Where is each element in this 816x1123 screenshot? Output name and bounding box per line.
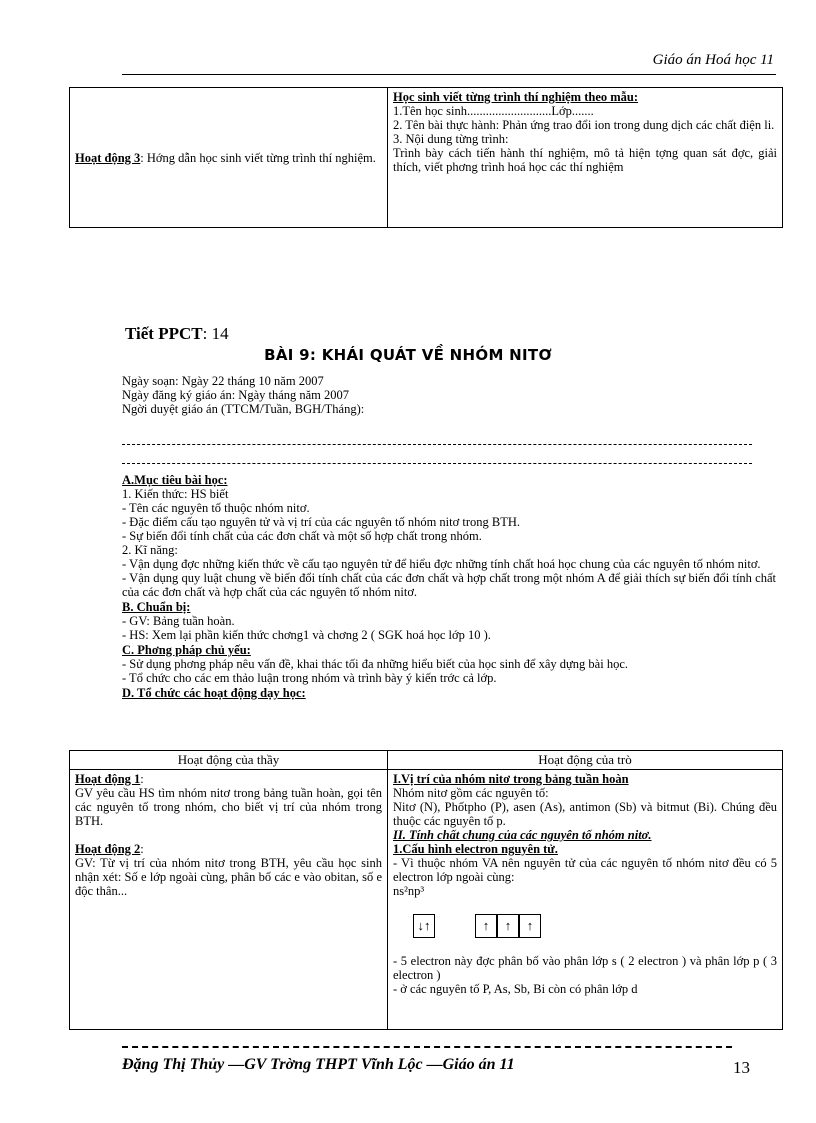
student-text: - ở các nguyên tố P, As, Sb, Bi còn có phân lớp d (393, 982, 638, 996)
lesson-meta (122, 374, 776, 416)
approval-dashed-line (122, 444, 752, 445)
activity-3-label: Hoạt động 3 (75, 150, 141, 165)
activity-1-label: Hoạt động 1 (75, 772, 141, 786)
page-number: 13 (733, 1058, 750, 1077)
objective-line: - Tên các nguyên tố thuộc nhóm nitơ. (122, 501, 310, 515)
objective-line: - Sự biến đổi tính chất của các đơn chất và một số hợp chất trong nhóm. (122, 529, 482, 543)
top-table-right-cell (388, 88, 783, 228)
teacher-column-header: Hoạt động của thầy (70, 751, 388, 770)
method-line: - Sử dụng phơng pháp nêu vấn đề, khai thác tối đa những hiểu biết của học sinh để xây dựng bài học. (122, 657, 628, 671)
meta-line: Ngày soạn: Ngày 22 tháng 10 năm 2007 (122, 374, 324, 388)
approval-dashed-line (122, 463, 752, 464)
electron-config-heading: 1.Cấu hình electron nguyên tử. (393, 842, 558, 856)
position-heading: I.Vị trí của nhóm nitơ trong bảng tuần hoàn (393, 772, 629, 786)
meta-line: Ngời duyệt giáo án (TTCM/Tuần, BGH/Tháng): (122, 402, 365, 416)
p-orbital-box: ↑ (519, 914, 541, 938)
activity-2-label: Hoạt động 2 (75, 842, 141, 856)
report-line: Trình bày cách tiến hành thí nghiệm, mô tả hiện tợng quan sát đợc, giải thích, viết phơng trình hoá học các thí nghiệm (393, 146, 777, 174)
student-text: Nitơ (N), Phốtpho (P), asen (As), antimon (Sb) và bitmut (Bi). Chúng đều thuộc các nguyên tố p. (393, 800, 777, 828)
activity-1-text: GV yêu cầu HS tìm nhóm nitơ trong bảng tuần hoàn, gọi tên các nguyên tố trong nhóm, cho biết vị trí của nhóm trong BTH. (75, 786, 382, 828)
student-text: Nhóm nitơ gồm các nguyên tố: (393, 786, 549, 800)
lesson-title: BÀI 9: KHÁI QUÁT VỀ NHÓM NITƠ (264, 346, 552, 364)
objective-line: - Đặc điểm cấu tạo nguyên tử và vị trí của các nguyên tố nhóm nitơ trong BTH. (122, 515, 520, 529)
student-text: - 5 electron này đợc phân bố vào phân lớp s ( 2 electron ) và phân lớp p ( 3 electron ) (393, 954, 777, 982)
prep-line: - GV: Bảng tuần hoàn. (122, 614, 235, 628)
section-a-heading: A.Mục tiêu bài học: (122, 473, 228, 487)
tiet-label: Tiết PPCT (125, 324, 203, 343)
header-title: Giáo án Hoá học 11 (652, 52, 774, 68)
prep-line: - HS: Xem lại phần kiến thức chơng1 và chơng 2 ( SGK hoá học lớp 10 ). (122, 628, 491, 642)
p-orbital-box: ↑ (475, 914, 497, 938)
footer-dashed-line (122, 1046, 732, 1048)
student-text: - Vì thuộc nhóm VA nên nguyên tử của các nguyên tố nhóm nitơ đều có 5 electron lớp ngoài cùng: (393, 856, 777, 884)
header-rule (122, 74, 776, 75)
p-orbital-box: ↑ (497, 914, 519, 938)
activity-2-text: GV: Từ vị trí của nhóm nitơ trong BTH, yêu cầu học sinh nhận xét: Số e lớp ngoài cùng, phân bố các e vào obitan, số e độc thân... (75, 856, 382, 898)
student-column-header: Hoạt động của trò (388, 751, 783, 770)
section-d-heading: D. Tổ chức các hoạt động dạy học: (122, 686, 306, 700)
footer-author: Đặng Thị Thủy —GV Trờng THPT Vĩnh Lộc —Giáo án 11 (122, 1056, 515, 1073)
objective-line: 2. Kĩ năng: (122, 543, 178, 557)
tiet-value: : 14 (202, 324, 229, 343)
section-c-heading: C. Phơng pháp chủ yếu: (122, 643, 251, 657)
student-activities-cell (388, 770, 783, 1030)
top-table (69, 87, 783, 228)
activity-table (69, 750, 783, 1030)
report-line: 3. Nội dung từng trình: (393, 132, 509, 146)
teacher-activities-cell (70, 770, 388, 1030)
objective-line: 1. Kiến thức: HS biết (122, 487, 229, 501)
method-line: - Tổ chức cho các em thảo luận trong nhóm và trình bày ý kiến trớc cả lớp. (122, 671, 497, 685)
s-orbital-box: ↓↑ (413, 914, 435, 938)
section-b-heading: B. Chuẩn bị: (122, 600, 191, 614)
report-line: 2. Tên bài thực hành: Phản ứng trao đổi ion trong dung dịch các chất điện li. (393, 118, 775, 132)
teacher-activity: Hoạt động 1: GV yêu cầu HS tìm nhóm nitơ trong bảng tuần hoàn, gọi tên các nguyên tố trong nhóm, cho biết vị trí của nhóm trong BTH. (75, 772, 382, 828)
lesson-period (125, 324, 229, 344)
properties-heading: II. Tính chất chung của các nguyên tố nhóm nitơ. (393, 828, 652, 842)
objective-line: - Vận dụng đợc những kiến thức về cấu tạo nguyên tử để hiểu đợc những tính chất hoá học chung của các nguyên tố nhóm nitơ. (122, 557, 761, 571)
teacher-activity: Hoạt động 2: GV: Từ vị trí của nhóm nitơ trong BTH, yêu cầu học sinh nhận xét: Số e lớp ngoài cùng, phân bố các e vào obitan, số e độc thân... (75, 842, 382, 898)
top-table-left-cell (70, 88, 388, 228)
objectives-section (122, 473, 776, 700)
orbital-diagram (393, 898, 777, 944)
activity-3-text: : Hớng dẫn học sinh viết từng trình thí nghiệm. (140, 150, 376, 165)
report-line: 1.Tên học sinh...........................Lớp....... (393, 104, 594, 118)
student-write-heading: Học sinh viết từng trình thí nghiệm theo mẫu: (393, 90, 639, 104)
meta-line: Ngày đăng ký giáo án: Ngày tháng năm 2007 (122, 388, 350, 402)
objective-line: - Vận dụng quy luật chung về biến đổi tính chất của các đơn chất và hợp chất trong một nhóm A để giải thích sự biến đổi tính chất của các đơn chất và hợp chất của các nguyên tố nhóm nitơ. (122, 571, 776, 599)
electron-config-formula: ns²np³ (393, 884, 425, 898)
